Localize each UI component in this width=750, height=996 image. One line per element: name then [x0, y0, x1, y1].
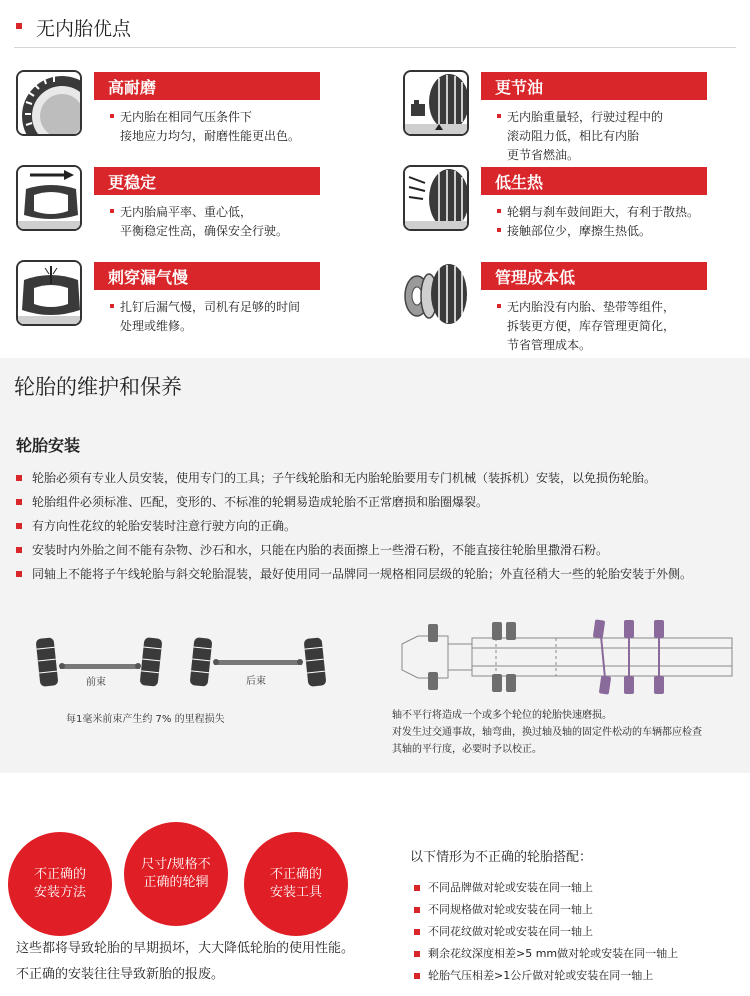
toe-in-label: 前束	[86, 677, 106, 688]
card-desc-line: 无内胎扁平率、重心低，	[120, 205, 253, 219]
toe-out-label: 后束	[246, 676, 266, 687]
axle-caption-line: 轴不平行将造成一个或多个轮位的轮胎快速磨损。	[392, 710, 612, 721]
list-item: 同轴上不能将子午线轮胎与斜交轮胎混装，最好使用同一品牌同一规格相同层级的轮胎；外直径稍大一些的轮胎安装于外侧。	[16, 562, 746, 586]
card-desc-line: 无内胎没有内胎、垫带等组件，	[507, 300, 676, 314]
advantage-card-puncture	[16, 260, 336, 350]
tire-tread-icon	[16, 70, 82, 136]
card-title-bar	[94, 167, 320, 195]
advantage-card-fuel	[403, 70, 723, 160]
card-title: 低生热	[495, 173, 544, 192]
list-item: 不同品牌做对轮或安装在同一轴上	[414, 877, 678, 899]
section-marker	[16, 23, 22, 29]
axle-caption	[392, 707, 702, 758]
warning-circle: 不正确的 安装工具	[244, 832, 348, 936]
install-subtitle: 轮胎安装	[16, 436, 81, 455]
card-desc-line: 处理或维修。	[120, 319, 193, 333]
card-desc-line: 节省管理成本。	[507, 338, 592, 352]
card-title: 刺穿漏气慢	[108, 268, 189, 287]
section-title: 无内胎优点	[36, 18, 132, 40]
list-item: 轮胎必须有专业人员安装，使用专门的工具；子午线轮胎和无内胎轮胎要用专门机械（装拆机）安装，以免损伤轮胎。	[16, 466, 746, 490]
card-desc-line: 平衡稳定性高，确保安全行驶。	[120, 224, 289, 238]
list-item: 不同花纹做对轮或安装在同一轴上	[414, 921, 678, 943]
card-title-bar	[481, 262, 707, 290]
card-title-bar	[94, 262, 320, 290]
card-desc-line: 更节省燃油。	[507, 148, 580, 162]
axle-caption-line: 其轴的平行度，必要时予以校正。	[392, 744, 542, 755]
puncture-tire-icon	[16, 260, 82, 326]
list-item: 轮胎组件必须标准、匹配，变形的、不标准的轮辋易造成轮胎不正常磨损和胎圈爆裂。	[16, 490, 746, 514]
list-item: 有方向性花纹的轮胎安装时注意行驶方向的正确。	[16, 514, 746, 538]
card-title: 高耐磨	[108, 78, 157, 97]
warning-note: 这些都将导致轮胎的早期损坏，大大降低轮胎的使用性能。	[16, 941, 355, 956]
section-header	[14, 8, 736, 48]
card-desc-line: 无内胎重量轻，行驶过程中的	[507, 110, 664, 124]
advantage-card-stable	[16, 165, 336, 255]
card-title-bar	[94, 72, 320, 100]
card-desc-line: 无内胎在相同气压条件下	[120, 110, 253, 124]
axle-alignment-diagram	[396, 614, 736, 700]
toe-diagram	[30, 632, 350, 712]
list-item: 不同规格做对轮或安装在同一轴上	[414, 899, 678, 921]
card-description	[497, 298, 675, 355]
warning-note: 不正确的安装往往导致新胎的报废。	[16, 967, 225, 982]
card-description	[110, 203, 288, 241]
advantage-card-cost	[403, 260, 723, 350]
wrong-match-list	[414, 877, 678, 987]
card-title: 更稳定	[108, 173, 157, 192]
advantage-card-wear	[16, 70, 336, 160]
card-title-bar	[481, 167, 707, 195]
card-description	[110, 108, 300, 146]
card-desc-line: 接地应力均匀，耐磨性能更出色。	[120, 129, 301, 143]
fuel-tire-icon	[403, 70, 469, 136]
card-description	[497, 108, 663, 165]
tire-profile-arrow-icon	[16, 165, 82, 231]
card-desc-line: 扎钉后漏气慢，司机有足够的时间	[120, 300, 301, 314]
wrong-match-title: 以下情形为不正确的轮胎搭配：	[410, 850, 593, 865]
card-title: 管理成本低	[495, 268, 576, 287]
heat-tire-icon	[403, 165, 469, 231]
warning-circle: 不正确的 安装方法	[8, 832, 112, 936]
install-rules-list	[16, 466, 746, 586]
card-desc-line: 滚动阻力低，相比有内胎	[507, 129, 640, 143]
advantage-card-heat	[403, 165, 723, 255]
card-description	[110, 298, 300, 336]
card-title: 更节油	[495, 78, 544, 97]
axle-caption-line: 对发生过交通事故，轴弯曲，换过轴及轴的固定件松动的车辆都应检查	[392, 727, 702, 738]
list-item: 轮胎气压相差>1公斤做对轮或安装在同一轴上	[414, 965, 678, 987]
card-desc-line: 拆装更方便，库存管理更简化，	[507, 319, 676, 333]
wheel-assembly-icon	[403, 260, 469, 326]
card-desc-line: 轮辋与刹车鼓间距大，有利于散热。	[507, 205, 700, 219]
card-title-bar	[481, 72, 707, 100]
maintenance-title: 轮胎的维护和保养	[14, 375, 182, 399]
list-item: 剩余花纹深度相差>5 mm做对轮或安装在同一轴上	[414, 943, 678, 965]
card-description	[497, 203, 699, 241]
warning-circle: 尺寸/规格不 正确的轮辋	[124, 822, 228, 926]
card-desc-line: 接触部位少，摩擦生热低。	[507, 224, 652, 238]
list-item: 安装时内外胎之间不能有杂物、沙石和水，只能在内胎的表面擦上一些滑石粉，不能直接往轮胎里撒滑石粉。	[16, 538, 746, 562]
toe-caption: 每1毫米前束产生约 7% 的里程损失	[66, 714, 225, 725]
